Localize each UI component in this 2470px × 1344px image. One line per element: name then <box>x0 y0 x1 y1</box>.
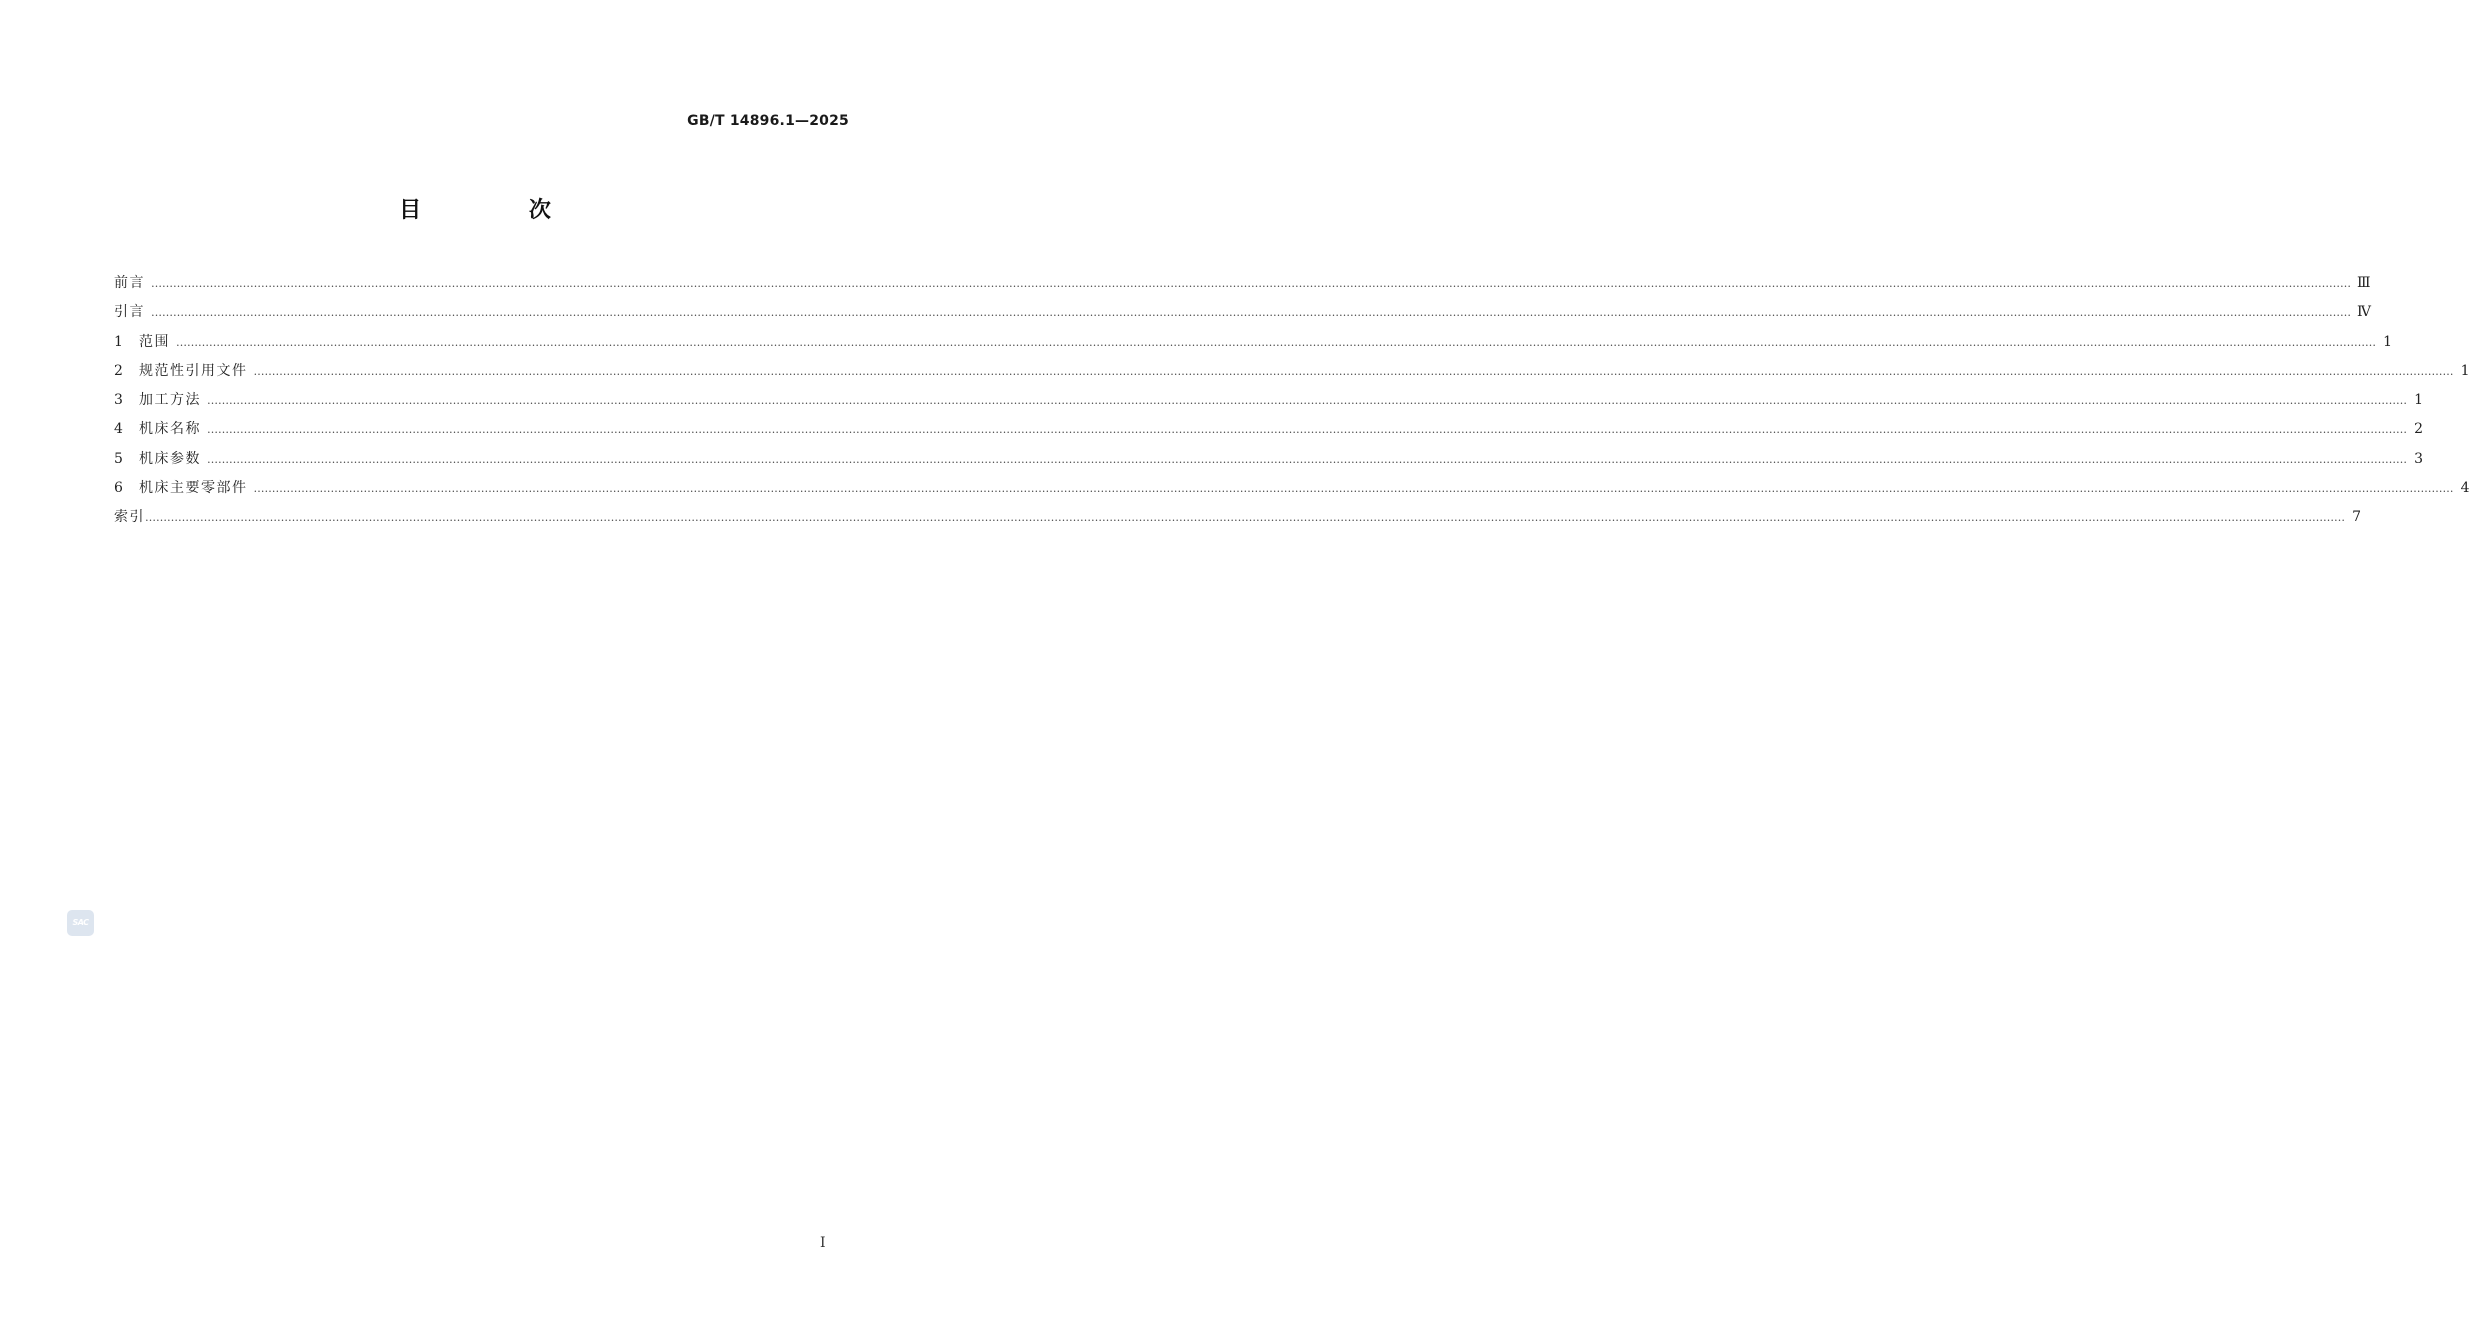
toc-entry[interactable] <box>114 418 2423 447</box>
toc-entry-title: 机床参数 <box>139 450 201 467</box>
page-number: I <box>820 1235 826 1251</box>
toc-dot-leader: …………………………………………………………………………………………………………………………………………………………………………………………………………………………………………………………………………………………………………………………………………………………………………………………………………………………………………………………………………………………………………………………………………………… <box>207 423 2407 437</box>
standard-code: GB/T 14896.1—2025 <box>687 113 849 129</box>
toc-entry-page: 1 <box>2460 362 2470 379</box>
toc-entry-number: 2 <box>114 362 123 379</box>
toc-entry[interactable] <box>114 389 2423 418</box>
toc-entry-page: Ⅳ <box>2357 304 2371 321</box>
toc-entry-title: 机床名称 <box>139 421 201 438</box>
toc-entry[interactable] <box>114 506 2361 535</box>
toc-dot-leader: …………………………………………………………………………………………………………………………………………………………………………………………………………………………………………………………………………………………………………………………………………………………………………………………………………………………………………………………………………………………………………………………………………………… <box>253 482 2454 496</box>
toc-entry[interactable] <box>114 448 2423 477</box>
toc-entry-number: 5 <box>114 450 123 467</box>
toc-dot-leader: …………………………………………………………………………………………………………………………………………………………………………………………………………………………………………………………………………………………………………………………………………………………………………………………………………………………………………………………………………………………………………………………………………………… <box>151 277 2351 290</box>
toc-entry-title: 机床主要零部件 <box>139 480 248 497</box>
toc-entry[interactable] <box>114 272 2371 301</box>
toc-entry-page: 1 <box>2383 333 2392 350</box>
page-title: 目 次 <box>399 198 601 223</box>
table-of-contents <box>114 272 2470 536</box>
toc-dot-leader: …………………………………………………………………………………………………………………………………………………………………………………………………………………………………………………………………………………………………………………………………………………………………………………………………………………………………………………………………………………………………………………………………………………… <box>151 306 2351 320</box>
toc-entry[interactable] <box>114 301 2371 330</box>
toc-entry-title: 引言 <box>114 304 145 321</box>
toc-dot-leader: …………………………………………………………………………………………………………………………………………………………………………………………………………………………………………………………………………………………………………………………………………………………………………………………………………………………………………………………………………………………………………………………………………………… <box>145 511 2345 525</box>
toc-entry-title: 加工方法 <box>139 392 201 409</box>
toc-entry-number: 4 <box>114 421 123 438</box>
toc-dot-leader: …………………………………………………………………………………………………………………………………………………………………………………………………………………………………………………………………………………………………………………………………………………………………………………………………………………………………………………………………………………………………………………………………………………… <box>176 335 2376 349</box>
toc-entry[interactable] <box>114 477 2470 506</box>
toc-entry-number: 3 <box>114 392 123 409</box>
toc-entry-page: 2 <box>2414 421 2423 438</box>
toc-dot-leader: …………………………………………………………………………………………………………………………………………………………………………………………………………………………………………………………………………………………………………………………………………………………………………………………………………………………………………………………………………………………………………………………………………………… <box>207 452 2407 466</box>
toc-entry-page: Ⅲ <box>2357 275 2371 291</box>
toc-entry[interactable] <box>114 360 2470 389</box>
sac-logo-watermark: SAC <box>67 910 94 936</box>
toc-dot-leader: …………………………………………………………………………………………………………………………………………………………………………………………………………………………………………………………………………………………………………………………………………………………………………………………………………………………………………………………………………………………………………………………………………………… <box>207 394 2407 408</box>
toc-entry-number: 6 <box>114 480 123 497</box>
toc-entry-page: 7 <box>2352 509 2361 526</box>
toc-dot-leader: …………………………………………………………………………………………………………………………………………………………………………………………………………………………………………………………………………………………………………………………………………………………………………………………………………………………………………………………………………………………………………………………………………………… <box>253 364 2454 378</box>
toc-entry-title: 范围 <box>139 333 170 350</box>
toc-entry-page: 3 <box>2414 450 2423 467</box>
toc-entry-title: 索引 <box>114 509 145 526</box>
toc-entry-number: 1 <box>114 333 123 350</box>
toc-entry-page: 1 <box>2414 392 2423 409</box>
toc-entry-title: 前言 <box>114 275 145 291</box>
toc-entry-page: 4 <box>2460 480 2470 497</box>
toc-entry[interactable] <box>114 331 2392 360</box>
toc-entry-title: 规范性引用文件 <box>139 362 248 379</box>
